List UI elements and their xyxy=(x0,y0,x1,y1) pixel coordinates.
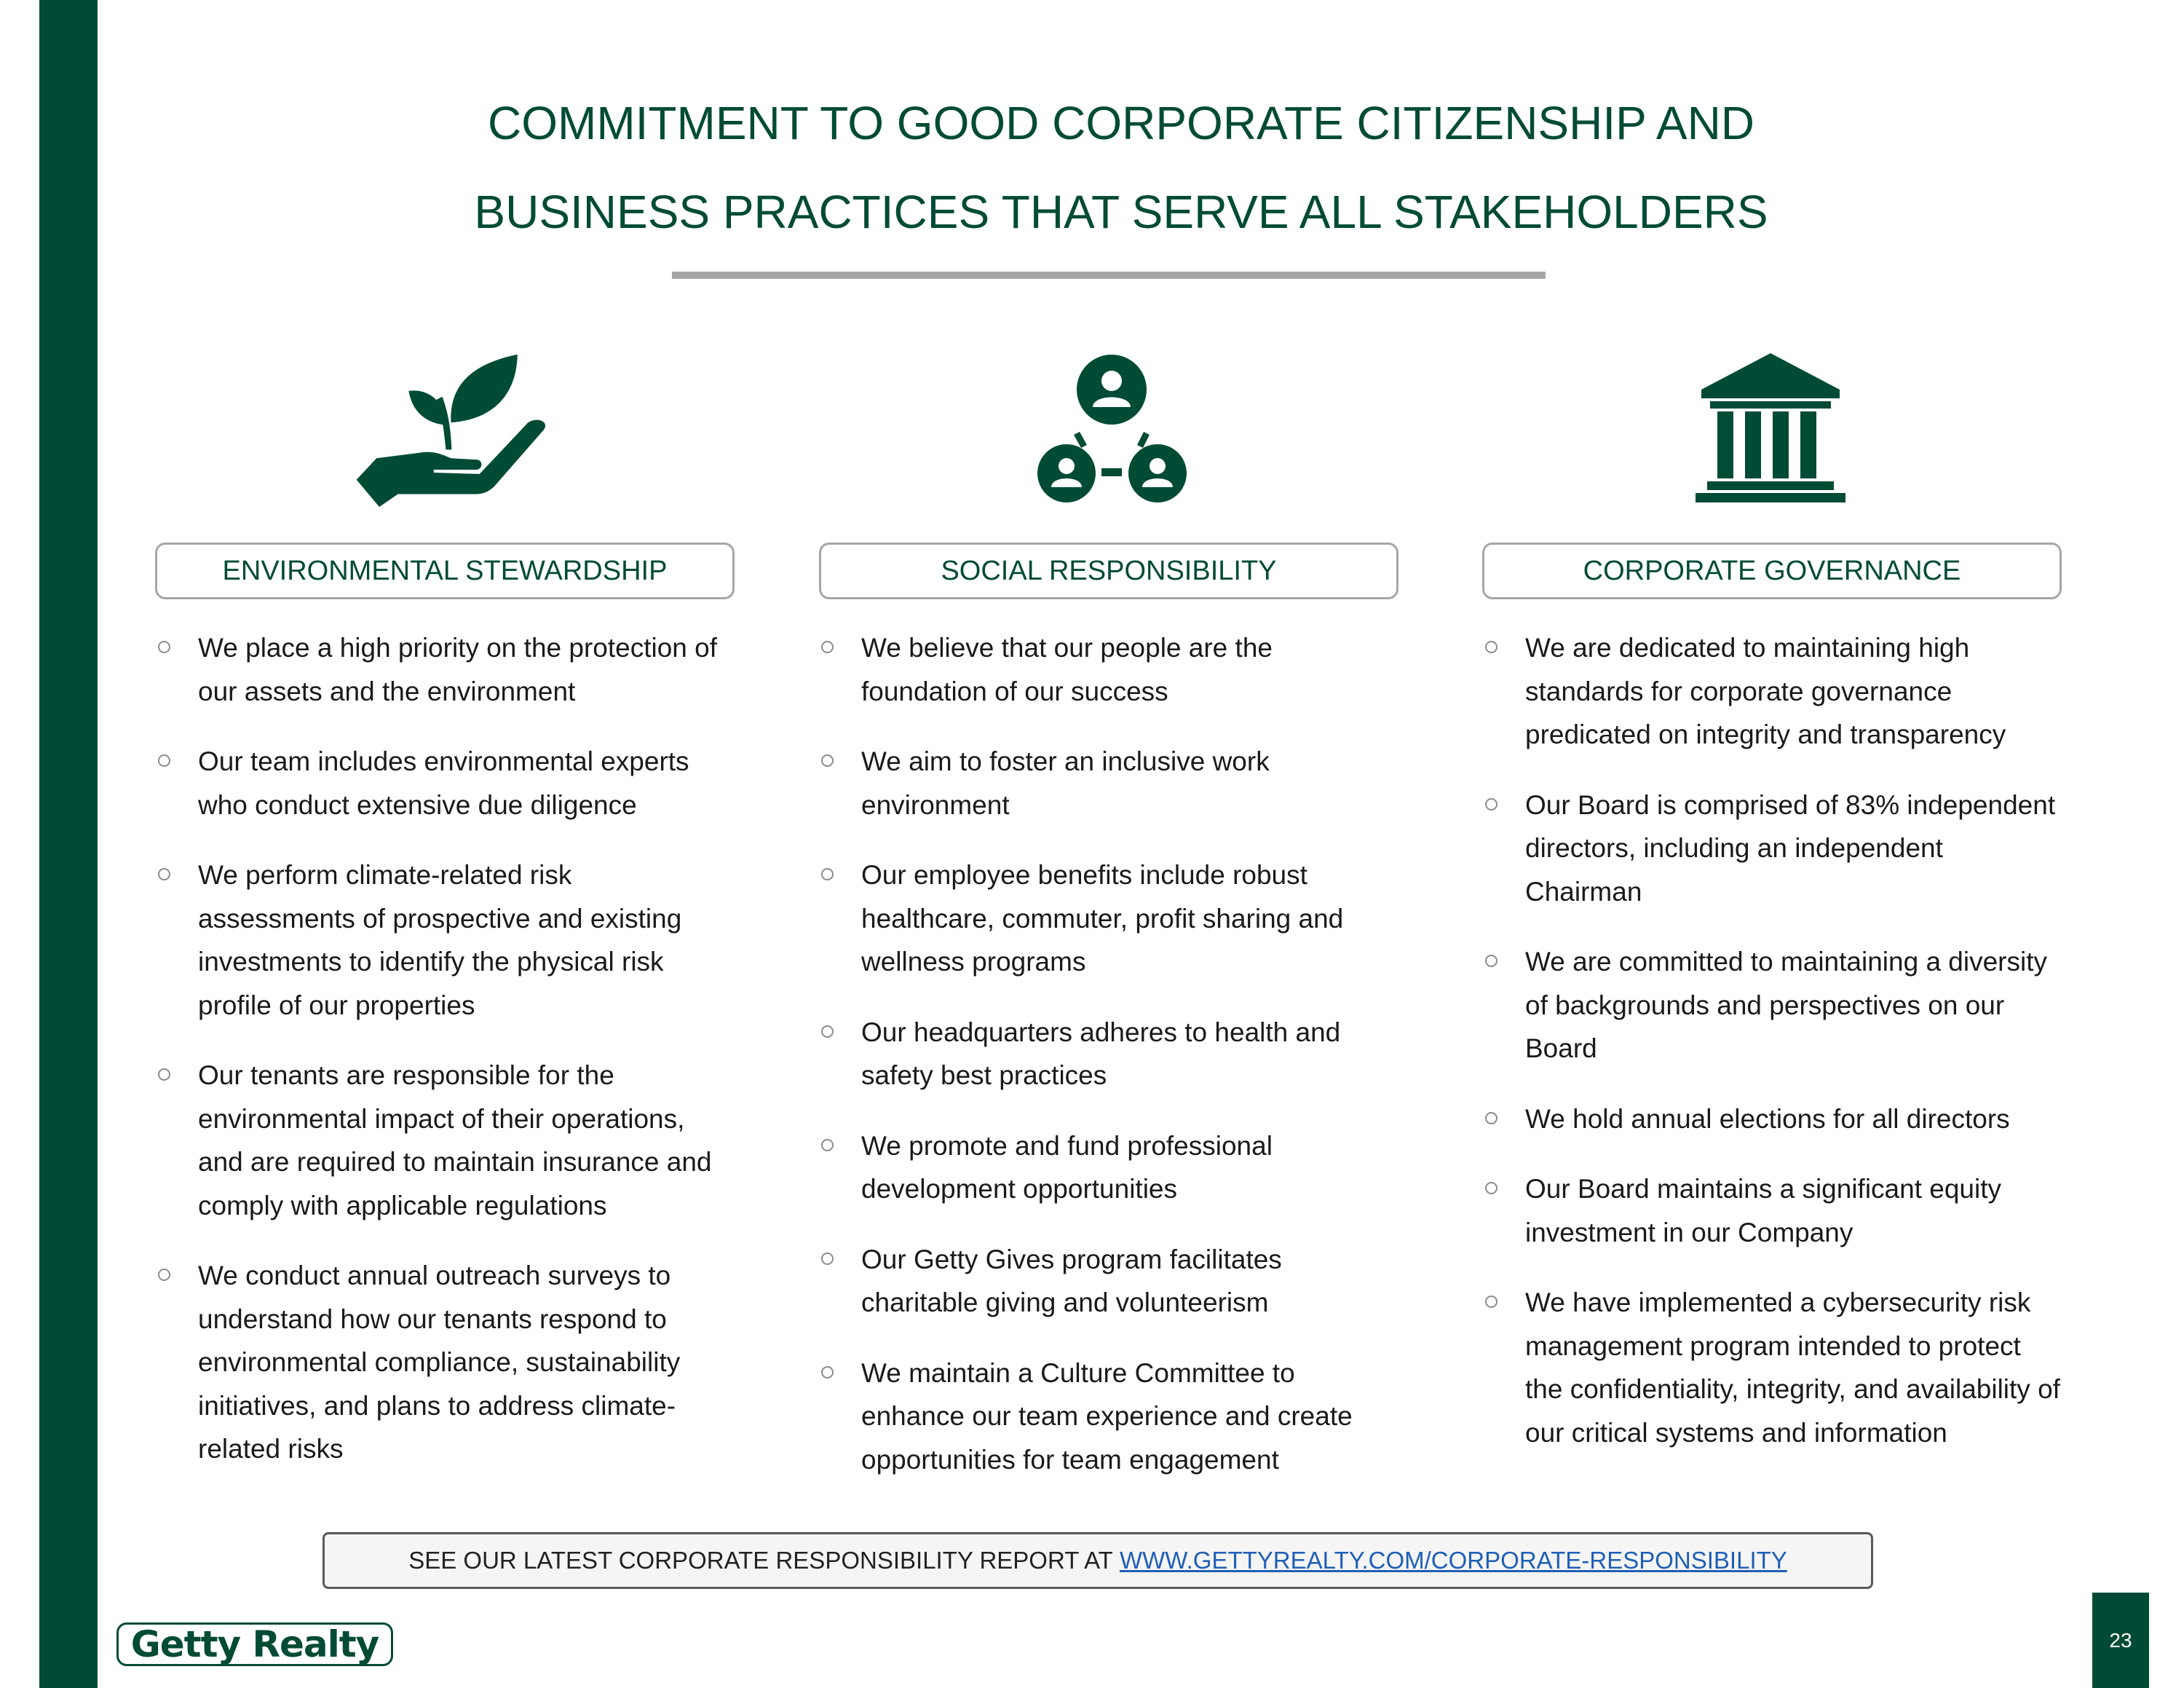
report-callout xyxy=(323,1532,1873,1589)
bullet-icon xyxy=(1485,1112,1497,1124)
list-item-text: We promote and fund professional development opportunities xyxy=(861,1130,1273,1204)
bullet-icon xyxy=(158,754,170,767)
list-item xyxy=(158,1254,733,1471)
bullet-icon xyxy=(1485,1295,1497,1308)
title-divider xyxy=(672,272,1546,279)
bullet-icon xyxy=(158,641,170,653)
list-item-text: Our headquarters adheres to health and safety best practices xyxy=(861,1017,1341,1090)
list-item xyxy=(1485,1281,2060,1454)
list-item xyxy=(1485,1167,2060,1254)
people-network-icon xyxy=(1037,353,1187,506)
list-item-text: We perform climate-related risk assessments of prospective and existing investments to identify the physical risk profile of our properties xyxy=(198,860,682,1020)
list-item xyxy=(821,1352,1396,1482)
left-accent-bar xyxy=(39,0,98,1688)
bullet-icon xyxy=(158,1068,170,1081)
list-item-text: Our team includes environmental experts who conduct extensive due diligence xyxy=(198,746,689,820)
bullet-icon xyxy=(821,754,834,767)
bullet-icon xyxy=(821,1366,834,1379)
list-item xyxy=(158,626,733,713)
plant-in-hand-icon xyxy=(342,350,550,510)
bullet-icon xyxy=(821,641,834,653)
bullet-icon xyxy=(158,1269,170,1281)
page-title-line-2: BUSINESS PRACTICES THAT SERVE ALL STAKEHOLDERS xyxy=(474,186,1768,238)
institution-building-icon xyxy=(1694,353,1847,502)
heading-corporate-governance: CORPORATE GOVERNANCE xyxy=(1482,543,2062,599)
bullet-icon xyxy=(821,1025,834,1038)
list-item-text: Our Getty Gives program facilitates charitable giving and volunteerism xyxy=(861,1244,1282,1317)
bullet-icon xyxy=(821,1139,834,1151)
list-item-text: We are committed to maintaining a diversity of backgrounds and perspectives on our Board xyxy=(1525,947,2048,1063)
list-item-text: We hold annual elections for all directors xyxy=(1525,1103,2010,1134)
list-item-text: We believe that our people are the foundation of our success xyxy=(861,633,1273,706)
heading-environmental-stewardship: ENVIRONMENTAL STEWARDSHIP xyxy=(155,543,735,599)
list-item xyxy=(1485,626,2060,757)
list-item xyxy=(158,853,733,1027)
bullet-icon xyxy=(821,868,834,880)
heading-social-responsibility: SOCIAL RESPONSIBILITY xyxy=(819,543,1398,599)
bullet-icon xyxy=(821,1253,834,1265)
environmental-column xyxy=(158,626,733,1498)
list-item xyxy=(821,1124,1396,1211)
list-item-text: We are dedicated to maintaining high standards for corporate governance predicated on integrity and transparency xyxy=(1525,633,2006,749)
bullet-icon xyxy=(158,868,170,880)
list-item-text: We aim to foster an inclusive work environment xyxy=(861,746,1270,820)
list-item xyxy=(158,740,733,827)
list-item xyxy=(821,1011,1396,1097)
social-column xyxy=(821,626,1396,1508)
report-link[interactable]: WWW.GETTYREALTY.COM/CORPORATE-RESPONSIBILITY xyxy=(1120,1547,1787,1574)
list-item-text: We conduct annual outreach surveys to understand how our tenants respond to environmental compliance, sustainability initiatives, and plans to address climate-related risks xyxy=(198,1261,681,1464)
list-item xyxy=(1485,1097,2060,1141)
list-item-text: We place a high priority on the protection of our assets and the environment xyxy=(198,633,718,706)
page-title xyxy=(393,79,1849,256)
list-item-text: Our tenants are responsible for the environmental impact of their operations, and are required to maintain insurance and comply with applicable regulations xyxy=(198,1060,712,1220)
page-number: 23 xyxy=(2092,1593,2149,1688)
list-item xyxy=(821,626,1396,713)
list-item xyxy=(1485,784,2060,914)
company-logo: Getty Realty xyxy=(116,1622,393,1666)
list-item xyxy=(821,853,1396,984)
list-item-text: We have implemented a cybersecurity risk management program intended to protect the confidentiality, integrity, and availability of our critical systems and information xyxy=(1525,1287,2060,1448)
list-item-text: Our Board is comprised of 83% independent directors, including an independent Chairman xyxy=(1525,789,2056,907)
list-item-text: Our employee benefits include robust healthcare, commuter, profit sharing and wellness programs xyxy=(861,860,1344,977)
list-item xyxy=(1485,940,2060,1070)
governance-column xyxy=(1485,626,2060,1481)
bullet-icon xyxy=(1485,955,1497,967)
list-item-text: Our Board maintains a significant equity investment in our Company xyxy=(1525,1174,2002,1247)
bullet-icon xyxy=(1485,1182,1497,1194)
list-item xyxy=(158,1054,733,1227)
list-item xyxy=(821,1238,1396,1325)
list-item-text: We maintain a Culture Committee to enhance our team experience and create opportunities for team engagement xyxy=(861,1357,1353,1475)
page-title-line-1: COMMITMENT TO GOOD CORPORATE CITIZENSHIP AND xyxy=(488,97,1754,149)
report-callout-text: SEE OUR LATEST CORPORATE RESPONSIBILITY REPORT AT xyxy=(408,1547,1113,1574)
bullet-icon xyxy=(1485,798,1497,811)
bullet-icon xyxy=(1485,641,1497,653)
list-item xyxy=(821,740,1396,827)
